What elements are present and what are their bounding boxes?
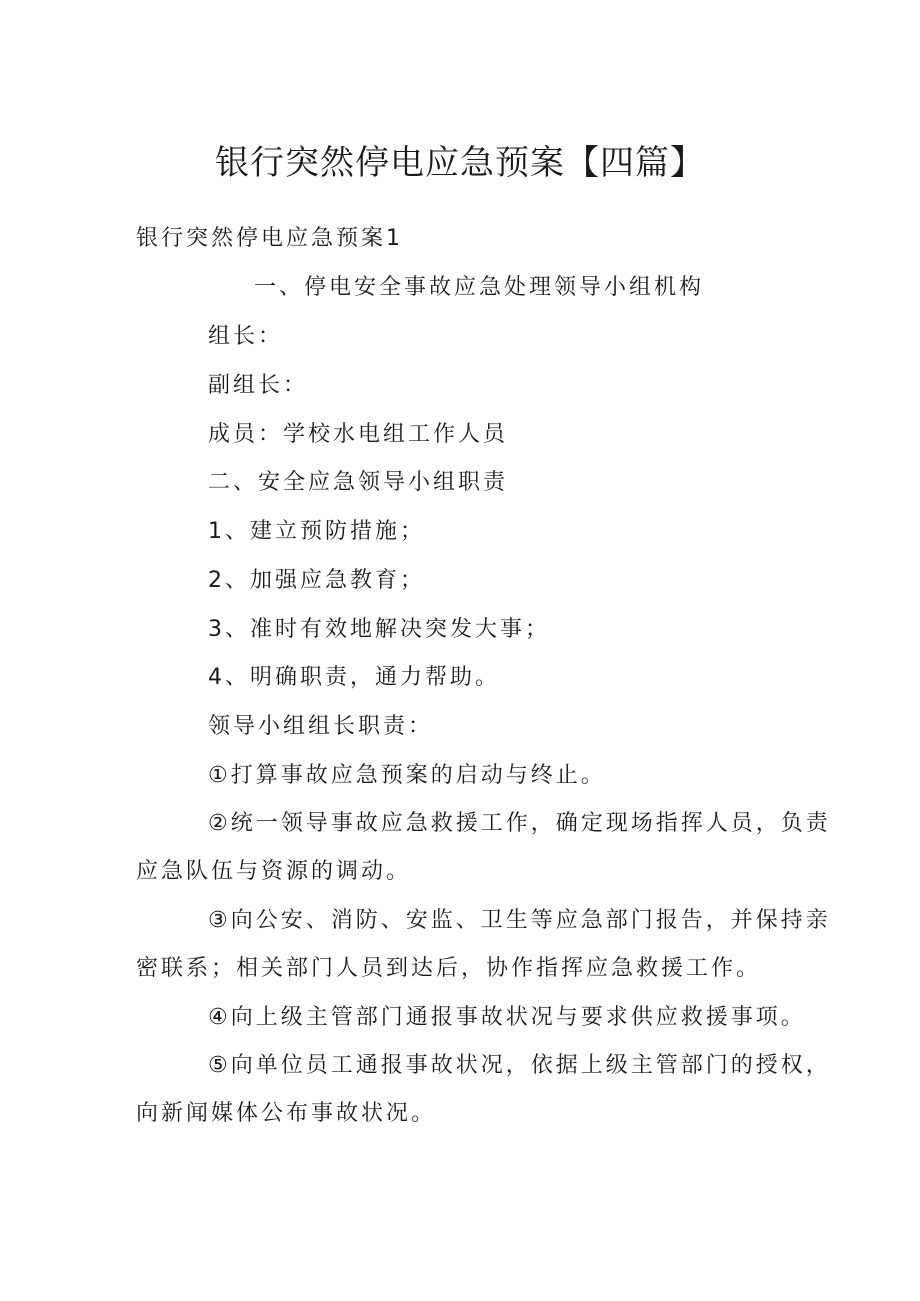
numbered-item-2: ②统一领导事故应急救援工作，确定现场指挥人员，负责 <box>208 811 831 836</box>
numbered-item-4: ④向上级主管部门通报事故状况与要求供应救援事项。 <box>208 1005 806 1030</box>
duty-item: 2、加强应急教育； <box>208 568 425 593</box>
document-title: 银行突然停电应急预案【四篇】 <box>215 143 705 183</box>
deputy-leader-label: 副组长： <box>208 373 309 398</box>
section-2-heading: 二、安全应急领导小组职责 <box>208 470 509 495</box>
numbered-item-5-continuation: 向新闻媒体公布事故状况。 <box>136 1101 437 1126</box>
section-1-heading: 一、停电安全事故应急处理领导小组机构 <box>254 275 705 300</box>
duty-item: 4、明确职责，通力帮助。 <box>208 665 500 690</box>
members-line: 成员：学校水电组工作人员 <box>208 422 509 447</box>
duty-item: 1、建立预防措施； <box>208 519 425 544</box>
numbered-item-1: ①打算事故应急预案的启动与终止。 <box>208 763 606 788</box>
subtitle: 银行突然停电应急预案1 <box>136 226 403 251</box>
numbered-item-3-continuation: 密联系；相关部门人员到达后，协作指挥应急救援工作。 <box>136 956 762 981</box>
duty-item: 3、准时有效地解决突发大事； <box>208 617 550 642</box>
leader-label: 组长： <box>208 324 284 349</box>
numbered-item-2-continuation: 应急队伍与资源的调动。 <box>136 859 412 884</box>
numbered-item-5: ⑤向单位员工通报事故状况，依据上级主管部门的授权， <box>208 1053 831 1078</box>
leader-duties-heading: 领导小组组长职责： <box>208 714 434 739</box>
numbered-item-3: ③向公安、消防、安监、卫生等应急部门报告，并保持亲 <box>208 908 831 933</box>
